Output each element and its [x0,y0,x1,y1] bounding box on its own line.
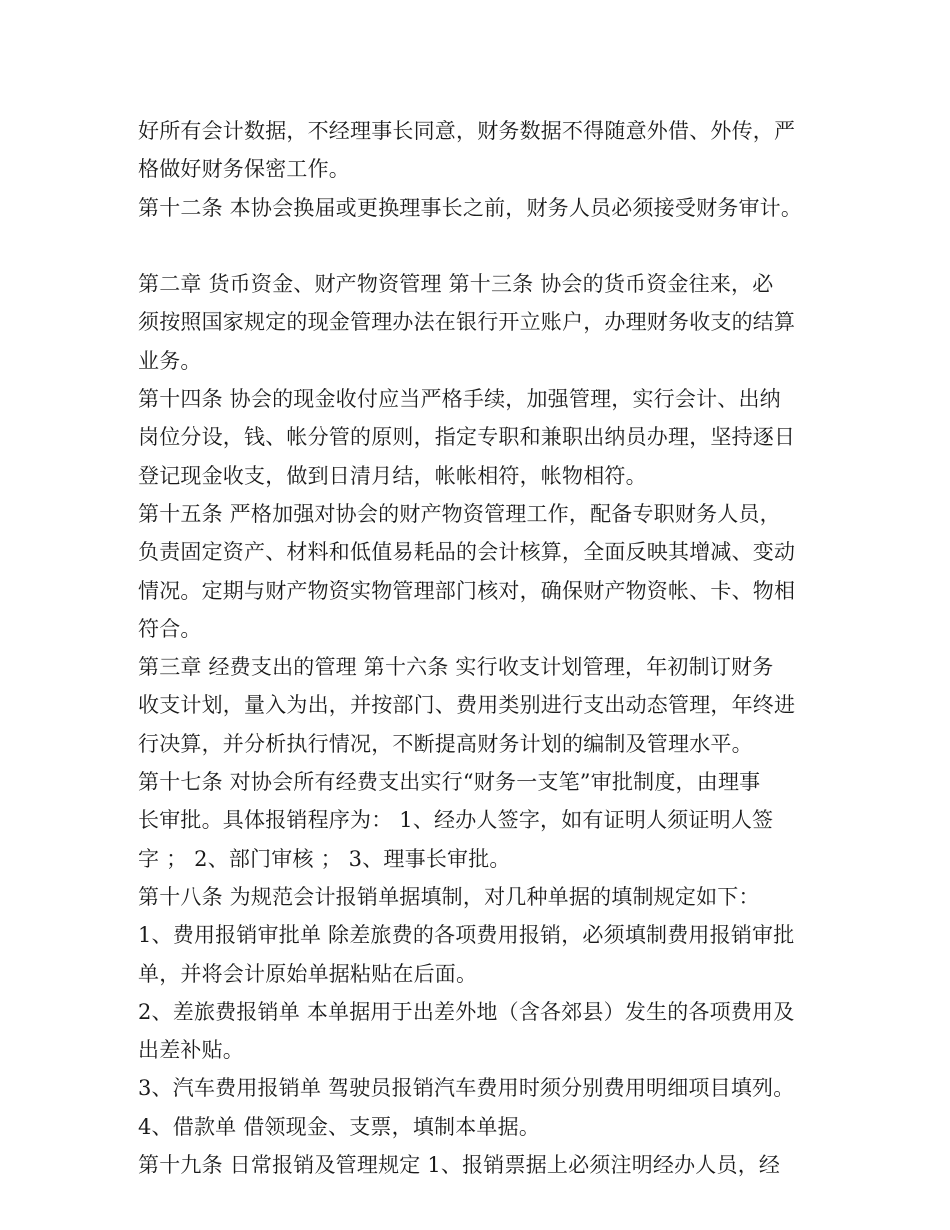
text-line: 第十四条 协会的现金收付应当严格手续，加强管理，实行会计、出纳 [138,387,781,412]
text-line: 好所有会计数据，不经理事长同意，财务数据不得随意外借、外传，严 [138,119,796,143]
text-line: 第十七条 对协会所有经费支出实行“财务一支笔”审批制度，由理事 [138,770,761,795]
text-line: 长审批。具体报销程序为： 1、经办人签字，如有证明人须证明人签 [138,808,774,833]
text-line: 第十二条 本协会换届或更换理事长之前，财务人员必须接受财务审计。 [138,195,803,220]
text-line: 出差补贴。 [138,1038,244,1063]
text-line: 2、差旅费报销单 本单据用于出差外地（含各郊县）发生的各项费用及 [138,999,795,1024]
text-line: 3、汽车费用报销单 驾驶员报销汽车费用时须分别费用明细项目填列。 [138,1076,795,1101]
text-line: 收支计划，量入为出，并按部门、费用类别进行支出动态管理，年终进 [138,693,796,718]
text-line: 情况。定期与财产物资实物管理部门核对，确保财产物资帐、卡、物相 [138,578,796,603]
text-line: 第十九条 日常报销及管理规定 1、报销票据上必须注明经办人员，经 [138,1153,781,1178]
text-line: 4、借款单 借领现金、支票，填制本单据。 [138,1114,541,1139]
text-line: 岗位分设，钱、帐分管的原则，指定专职和兼职出纳员办理，坚持逐日 [138,425,796,450]
text-line: 第十八条 为规范会计报销单据填制，对几种单据的填制规定如下： [138,884,760,909]
text-line: 1、费用报销审批单 除差旅费的各项费用报销，必须填制费用报销审批 [138,923,795,948]
text-line: 第二章 货币资金、财产物资管理 第十三条 协会的货币资金往来，必 [138,272,774,297]
text-line: 单，并将会计原始单据粘贴在后面。 [138,961,478,986]
text-line: 格做好财务保密工作。 [138,157,350,182]
text-line: 业务。 [138,348,202,373]
text-line: 负责固定资产、材料和低值易耗品的会计核算，全面反映其增减、变动 [138,540,796,565]
text-line: 行决算，并分析执行情况，不断提高财务计划的编制及管理水平。 [138,731,753,756]
document-body [138,112,828,1184]
text-line: 符合。 [138,616,202,641]
text-line: 字 ； 2、部门审核 ； 3、理事长审批。 [138,846,511,871]
text-line: 第十五条 严格加强对协会的财产物资管理工作，配备专职财务人员， [138,501,781,526]
text-line: 登记现金收支，做到日清月结，帐帐相符，帐物相符。 [138,463,647,488]
text-line: 须按照国家规定的现金管理办法在银行开立账户，办理财务收支的结算 [138,310,796,335]
paragraph-gap [138,227,828,265]
text-line: 第三章 经费支出的管理 第十六条 实行收支计划管理，年初制订财务 [138,655,774,680]
